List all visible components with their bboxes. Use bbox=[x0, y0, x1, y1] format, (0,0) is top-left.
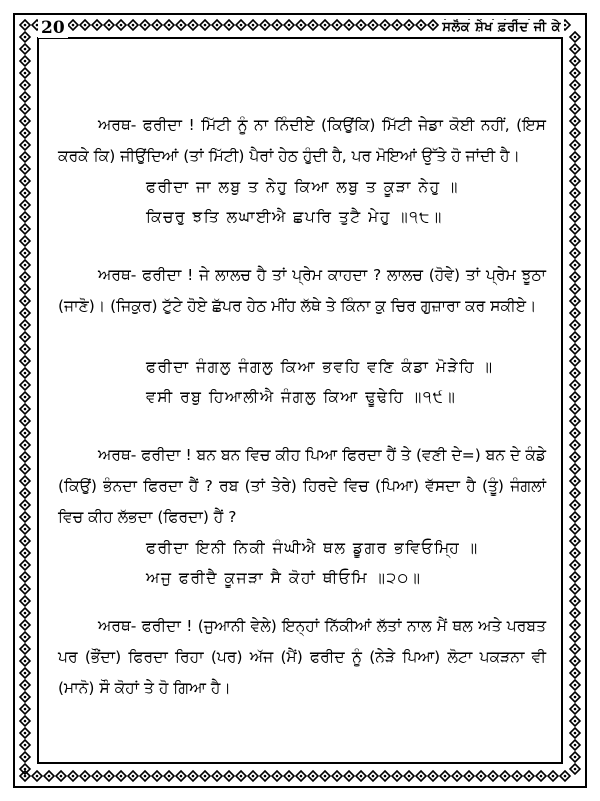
border-motif bbox=[570, 428, 580, 438]
border-motif bbox=[20, 548, 30, 558]
border-motif bbox=[68, 771, 78, 781]
border-motif bbox=[20, 140, 30, 150]
border-motif bbox=[164, 771, 174, 781]
border-motif bbox=[570, 152, 580, 162]
border-motif bbox=[20, 152, 30, 162]
border-motif bbox=[524, 771, 534, 781]
border-motif bbox=[570, 716, 580, 726]
border-motif bbox=[224, 771, 234, 781]
border-motif bbox=[20, 284, 30, 294]
border-motif bbox=[20, 728, 30, 738]
border-motif bbox=[20, 116, 30, 126]
border-motif bbox=[20, 188, 30, 198]
border-motif bbox=[236, 20, 246, 30]
border-motif bbox=[20, 488, 30, 498]
border-motif bbox=[356, 20, 366, 30]
border-motif bbox=[570, 296, 580, 306]
border-motif bbox=[452, 771, 462, 781]
border-motif bbox=[20, 452, 30, 462]
border-motif bbox=[260, 20, 270, 30]
border-motif bbox=[332, 771, 342, 781]
border-motif bbox=[476, 771, 486, 781]
border-motif bbox=[20, 572, 30, 582]
border-motif bbox=[20, 272, 30, 282]
border-motif bbox=[116, 20, 126, 30]
border-motif bbox=[20, 536, 30, 546]
border-motif bbox=[570, 260, 580, 270]
border-motif bbox=[320, 771, 330, 781]
border-motif bbox=[570, 104, 580, 114]
verse-line: ਵਸੀ ਰਬੁ ਹਿਆਲੀਐ ਜੰਗਲੁ ਕਿਆ ਢੂਢੇਹਿ ॥੧੯॥ bbox=[146, 388, 457, 406]
border-motif bbox=[570, 368, 580, 378]
border-motif bbox=[570, 596, 580, 606]
border-motif bbox=[570, 404, 580, 414]
border-motif bbox=[570, 488, 580, 498]
border-motif bbox=[20, 596, 30, 606]
border-motif bbox=[56, 771, 66, 781]
border-motif bbox=[20, 320, 30, 330]
border-motif bbox=[570, 644, 580, 654]
border-motif bbox=[570, 680, 580, 690]
border-motif bbox=[284, 20, 294, 30]
border-motif bbox=[332, 20, 342, 30]
page-body bbox=[58, 110, 546, 704]
border-motif bbox=[500, 771, 510, 781]
border-motif bbox=[570, 548, 580, 558]
border-motif bbox=[488, 771, 498, 781]
border-motif bbox=[536, 771, 546, 781]
border-motif bbox=[20, 440, 30, 450]
border-motif bbox=[20, 380, 30, 390]
border-motif bbox=[272, 20, 282, 30]
border-motif bbox=[570, 116, 580, 126]
border-motif bbox=[20, 464, 30, 474]
border-motif bbox=[404, 20, 414, 30]
border-motif bbox=[560, 771, 570, 781]
border-motif bbox=[428, 20, 438, 30]
border-motif bbox=[570, 416, 580, 426]
border-motif bbox=[440, 771, 450, 781]
border-motif bbox=[20, 764, 30, 774]
border-motif bbox=[32, 771, 42, 781]
border-motif bbox=[20, 752, 30, 762]
border-motif bbox=[20, 212, 30, 222]
border-motif bbox=[570, 164, 580, 174]
border-motif bbox=[20, 236, 30, 246]
border-motif bbox=[570, 584, 580, 594]
border-motif bbox=[20, 32, 30, 42]
border-motif bbox=[176, 20, 186, 30]
border-motif bbox=[570, 188, 580, 198]
border-motif bbox=[320, 20, 330, 30]
border-motif bbox=[20, 224, 30, 234]
border-motif bbox=[570, 764, 580, 774]
border-motif bbox=[570, 728, 580, 738]
border-motif bbox=[116, 771, 126, 781]
border-motif bbox=[248, 20, 258, 30]
border-motif bbox=[20, 428, 30, 438]
border-motif bbox=[416, 20, 426, 30]
border-motif bbox=[392, 771, 402, 781]
border-motif bbox=[392, 20, 402, 30]
border-motif bbox=[236, 771, 246, 781]
border-motif bbox=[152, 20, 162, 30]
border-motif bbox=[380, 771, 390, 781]
border-motif bbox=[212, 771, 222, 781]
border-motif bbox=[20, 164, 30, 174]
border-motif bbox=[20, 716, 30, 726]
border-motif bbox=[20, 44, 30, 54]
border-motif bbox=[20, 404, 30, 414]
border-motif bbox=[570, 212, 580, 222]
border-motif bbox=[428, 771, 438, 781]
border-motif bbox=[308, 20, 318, 30]
border-motif bbox=[212, 20, 222, 30]
border-motif bbox=[20, 524, 30, 534]
meaning-text: ਅਰਥ- ਫਰੀਦਾ ! ਮਿੱਟੀ ਨੂੰ ਨਾ ਨਿੰਦੀਏ (ਕਿਉਂਕਿ) ਮਿੱਟੀ ਜੇਡਾ ਕੋਈ ਨਹੀਂ, (ਇਸ ਕਰਕੇ ਕਿ) ਜੀਉਂਦਿਆਂ (ਤਾਂ ਮਿੱਟੀ) ਪੈਰਾਂ ਹੇਠ ਹੁੰਦੀ ਹੈ, ਪਰ ਮੋਇਆਂ ਉੱਤੇ ਹੋ ਜਾਂਦੀ ਹੈ। bbox=[58, 116, 546, 165]
border-motif bbox=[404, 771, 414, 781]
verse-line: ਫਰੀਦਾ ਜਾ ਲਬੁ ਤ ਨੇਹੁ ਕਿਆ ਲਬੁ ਤ ਕੂੜਾ ਨੇਹੁ ॥ bbox=[146, 178, 459, 196]
border-motif bbox=[356, 771, 366, 781]
border-motif bbox=[20, 368, 30, 378]
border-motif bbox=[570, 248, 580, 258]
border-motif bbox=[92, 20, 102, 30]
border-motif bbox=[570, 476, 580, 486]
border-motif bbox=[368, 20, 378, 30]
border-motif bbox=[20, 260, 30, 270]
meaning-text: ਅਰਥ- ਫਰੀਦਾ ! (ਜੁਆਨੀ ਵੇਲੇ) ਇਨ੍ਹਾਂ ਨਿੱਕੀਆਂ ਲੱਤਾਂ ਨਾਲ ਮੈਂ ਥਲ ਅਤੇ ਪਰਬਤ ਪਰ (ਭੌਂਦਾ) ਫਿਰਦਾ ਰਿਹਾ (ਪਰ) ਅੱਜ (ਮੈਂ) ਫਰੀਦ ਨੂੰ (ਨੇੜੇ ਪਿਆ) ਲੋਟਾ ਪਕੜਨਾ ਵੀ (ਮਾਨੋ) ਸੌ ਕੋਹਾਂ ਤੇ ਹੋ ਗਿਆ ਹੈ। bbox=[58, 617, 546, 697]
border-motif bbox=[128, 771, 138, 781]
border-motif bbox=[570, 536, 580, 546]
border-motif bbox=[570, 356, 580, 366]
border-motif bbox=[570, 752, 580, 762]
border-motif bbox=[570, 512, 580, 522]
border-motif bbox=[570, 560, 580, 570]
border-motif bbox=[140, 771, 150, 781]
border-motif bbox=[368, 771, 378, 781]
border-motif bbox=[152, 771, 162, 781]
border-motif bbox=[570, 608, 580, 618]
verse-line: ਫਰੀਦਾ ਇਨੀ ਨਿਕੀ ਜੰਘੀਐ ਥਲ ਡੂਗਰ ਭਵਿਓਮ੍ਹਿ ॥ bbox=[146, 539, 479, 557]
border-motif bbox=[570, 500, 580, 510]
border-motif bbox=[296, 771, 306, 781]
border-motif bbox=[20, 68, 30, 78]
border-motif bbox=[570, 452, 580, 462]
border-motif bbox=[80, 771, 90, 781]
border-motif bbox=[188, 771, 198, 781]
meaning-text: ਅਰਥ- ਫਰੀਦਾ ! ਜੇ ਲਾਲਚ ਹੈ ਤਾਂ ਪ੍ਰੇਮ ਕਾਹਦਾ ? ਲਾਲਚ (ਹੋਵੇ) ਤਾਂ ਪ੍ਰੇਮ ਝੂਠਾ (ਜਾਣੋ)। (ਜਿਕੁਰ) ਟੁੱਟੇ ਹੋਏ ਛੱਪਰ ਹੇਠ ਮੀਂਹ ਲੱਥੇ ਤੇ ਕਿੰਨਾ ਕੁ ਚਿਰ ਗੁਜ਼ਾਰਾ ਕਰ ਸਕੀਏ। bbox=[58, 266, 546, 315]
border-motif bbox=[570, 44, 580, 54]
border-motif bbox=[44, 771, 54, 781]
border-motif bbox=[570, 464, 580, 474]
verse-line: ਕਿਚਰੁ ਝਤਿ ਲਘਾਈਐ ਛਪਰਿ ਤੁਟੈ ਮੇਹੁ ॥੧੮॥ bbox=[146, 208, 443, 226]
border-motif bbox=[344, 771, 354, 781]
border-motif bbox=[248, 771, 258, 781]
border-motif bbox=[20, 20, 30, 30]
border-motif bbox=[20, 620, 30, 630]
border-motif bbox=[20, 500, 30, 510]
border-motif bbox=[20, 644, 30, 654]
border-motif bbox=[570, 224, 580, 234]
border-motif bbox=[20, 692, 30, 702]
border-motif bbox=[570, 320, 580, 330]
border-motif bbox=[20, 92, 30, 102]
border-motif bbox=[570, 440, 580, 450]
border-motif bbox=[92, 771, 102, 781]
border-motif bbox=[416, 771, 426, 781]
border-motif bbox=[20, 332, 30, 342]
border-motif bbox=[570, 620, 580, 630]
border-motif bbox=[164, 20, 174, 30]
border-motif bbox=[20, 416, 30, 426]
border-motif bbox=[200, 771, 210, 781]
border-motif bbox=[20, 704, 30, 714]
page-number: 20 bbox=[38, 18, 68, 38]
border-motif bbox=[570, 92, 580, 102]
border-motif bbox=[20, 128, 30, 138]
meaning-paragraph bbox=[58, 440, 546, 533]
border-motif bbox=[570, 80, 580, 90]
border-motif bbox=[284, 771, 294, 781]
border-motif bbox=[570, 668, 580, 678]
border-motif bbox=[570, 68, 580, 78]
border-motif bbox=[20, 668, 30, 678]
border-motif bbox=[570, 140, 580, 150]
border-motif bbox=[80, 20, 90, 30]
border-motif bbox=[570, 308, 580, 318]
border-motif bbox=[570, 392, 580, 402]
verse-line: ਅਜੁ ਫਰੀਦੈ ਕੂਜੜਾ ਸੈ ਕੋਹਾਂ ਥੀਓਮਿ ॥੨੦॥ bbox=[146, 569, 422, 587]
border-motif bbox=[188, 20, 198, 30]
border-motif bbox=[20, 632, 30, 642]
border-motif bbox=[68, 20, 78, 30]
border-motif bbox=[128, 20, 138, 30]
border-motif bbox=[20, 740, 30, 750]
border-motif bbox=[140, 20, 150, 30]
border-motif bbox=[570, 272, 580, 282]
border-motif bbox=[570, 176, 580, 186]
border-motif bbox=[20, 248, 30, 258]
verse-line: ਫਰੀਦਾ ਜੰਗਲੁ ਜੰਗਲੁ ਕਿਆ ਭਵਹਿ ਵਣਿ ਕੰਡਾ ਮੋੜੇਹਿ ॥ bbox=[146, 358, 494, 376]
border-motif bbox=[380, 20, 390, 30]
meaning-paragraph bbox=[58, 110, 546, 172]
border-motif bbox=[104, 771, 114, 781]
border-motif bbox=[20, 608, 30, 618]
border-motif bbox=[570, 344, 580, 354]
border-motif bbox=[570, 572, 580, 582]
border-motif bbox=[464, 771, 474, 781]
border-motif bbox=[20, 56, 30, 66]
border-motif bbox=[224, 20, 234, 30]
border-motif bbox=[20, 512, 30, 522]
border-motif bbox=[570, 740, 580, 750]
border-motif bbox=[570, 524, 580, 534]
border-motif bbox=[570, 200, 580, 210]
border-motif bbox=[570, 332, 580, 342]
border-motif bbox=[20, 200, 30, 210]
border-motif bbox=[20, 344, 30, 354]
border-motif bbox=[512, 771, 522, 781]
border-motif bbox=[570, 656, 580, 666]
border-motif bbox=[104, 20, 114, 30]
border-motif bbox=[20, 476, 30, 486]
border-motif bbox=[260, 771, 270, 781]
border-motif bbox=[548, 771, 558, 781]
border-motif bbox=[570, 236, 580, 246]
border-motif bbox=[20, 104, 30, 114]
meaning-text: ਅਰਥ- ਫਰੀਦਾ ! ਬਨ ਬਨ ਵਿਚ ਕੀਹ ਪਿਆ ਫਿਰਦਾ ਹੈਂ ਤੇ (ਵਣੀ ਦੇ=) ਬਨ ਦੇ ਕੰਡੇ (ਕਿਉਂ) ਭੰਨਦਾ ਫਿਰਦਾ ਹੈਂ ? ਰਬ (ਤਾਂ ਤੇਰੇ) ਹਿਰਦੇ ਵਿਚ (ਪਿਆ) ਵੱਸਦਾ ਹੈ (ਤੂੰ) ਜੰਗਲਾਂ ਵਿਚ ਕੀਹ ਲੱਭਦਾ (ਫਿਰਦਾ) ਹੈਂ ? bbox=[58, 446, 546, 526]
border-motif bbox=[570, 56, 580, 66]
border-motif bbox=[200, 20, 210, 30]
border-motif bbox=[20, 771, 30, 781]
border-motif bbox=[308, 771, 318, 781]
running-head: ਸਲੋਕ ਸ਼ੇਖ ਫ਼ਰੀਦ ਜੀ ਕੇ bbox=[439, 20, 564, 35]
border-motif bbox=[20, 308, 30, 318]
border-motif bbox=[570, 380, 580, 390]
border-motif bbox=[20, 560, 30, 570]
border-motif bbox=[20, 80, 30, 90]
border-motif bbox=[20, 392, 30, 402]
meaning-paragraph bbox=[58, 611, 546, 704]
border-motif bbox=[570, 632, 580, 642]
border-motif bbox=[570, 284, 580, 294]
border-motif bbox=[20, 656, 30, 666]
border-motif bbox=[20, 356, 30, 366]
border-motif bbox=[176, 771, 186, 781]
border-motif bbox=[272, 771, 282, 781]
border-motif bbox=[570, 128, 580, 138]
border-motif bbox=[296, 20, 306, 30]
border-motif bbox=[20, 296, 30, 306]
border-motif bbox=[344, 20, 354, 30]
border-motif bbox=[570, 692, 580, 702]
meaning-paragraph bbox=[58, 260, 546, 322]
border-motif bbox=[20, 176, 30, 186]
border-motif bbox=[570, 704, 580, 714]
border-motif bbox=[20, 584, 30, 594]
border-motif bbox=[570, 32, 580, 42]
border-motif bbox=[20, 680, 30, 690]
